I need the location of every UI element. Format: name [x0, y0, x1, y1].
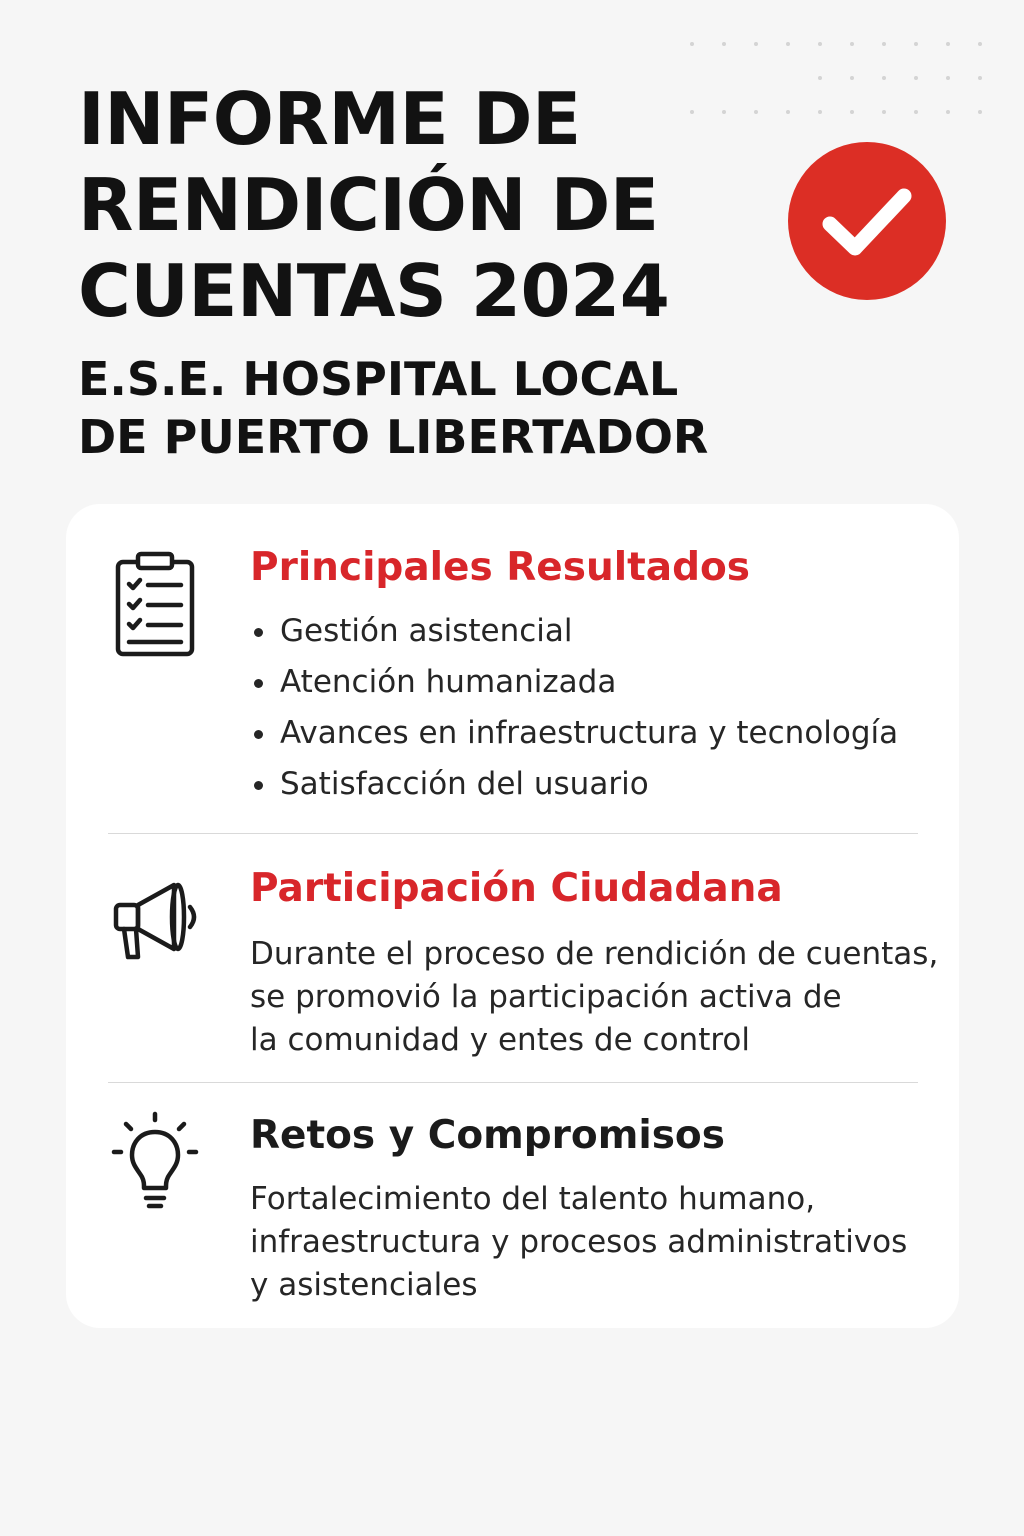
report-title-line: INFORME DE [78, 77, 581, 161]
report-title-line: CUENTAS 2024 [78, 249, 670, 333]
list-item: Avances en infraestructura y tecnología [250, 708, 898, 759]
text-line: Durante el proceso de rendición de cuentas, [250, 936, 939, 972]
text-line: la comunidad y entes de control [250, 1022, 750, 1058]
section-title: Principales Resultados [250, 545, 750, 590]
divider [108, 833, 918, 834]
list-item: Atención humanizada [250, 657, 898, 708]
lightbulb-icon [110, 1110, 200, 1220]
results-list [250, 606, 898, 810]
institution-name [78, 350, 738, 466]
participation-description [250, 933, 939, 1062]
list-item: Satisfacción del usuario [250, 759, 898, 810]
text-line: se promovió la participación activa de [250, 979, 842, 1015]
institution-name-line: E.S.E. HOSPITAL LOCAL [78, 352, 679, 406]
divider [108, 1082, 918, 1083]
megaphone-icon [110, 863, 200, 973]
list-item: Gestión asistencial [250, 606, 898, 657]
clipboard-checklist-icon [110, 548, 200, 658]
report-title-line: RENDICIÓN DE [78, 163, 659, 247]
text-line: Fortalecimiento del talento humano, [250, 1181, 816, 1217]
section-title: Participación Ciudadana [250, 866, 783, 911]
section-title: Retos y Compromisos [250, 1113, 725, 1158]
text-line: y asistenciales [250, 1267, 478, 1303]
text-line: infraestructura y procesos administrativos [250, 1224, 908, 1260]
challenges-description [250, 1178, 930, 1307]
content-card [66, 504, 959, 1328]
institution-name-line: DE PUERTO LIBERTADOR [78, 410, 709, 464]
report-title [78, 76, 758, 334]
check-circle-icon [788, 142, 946, 300]
